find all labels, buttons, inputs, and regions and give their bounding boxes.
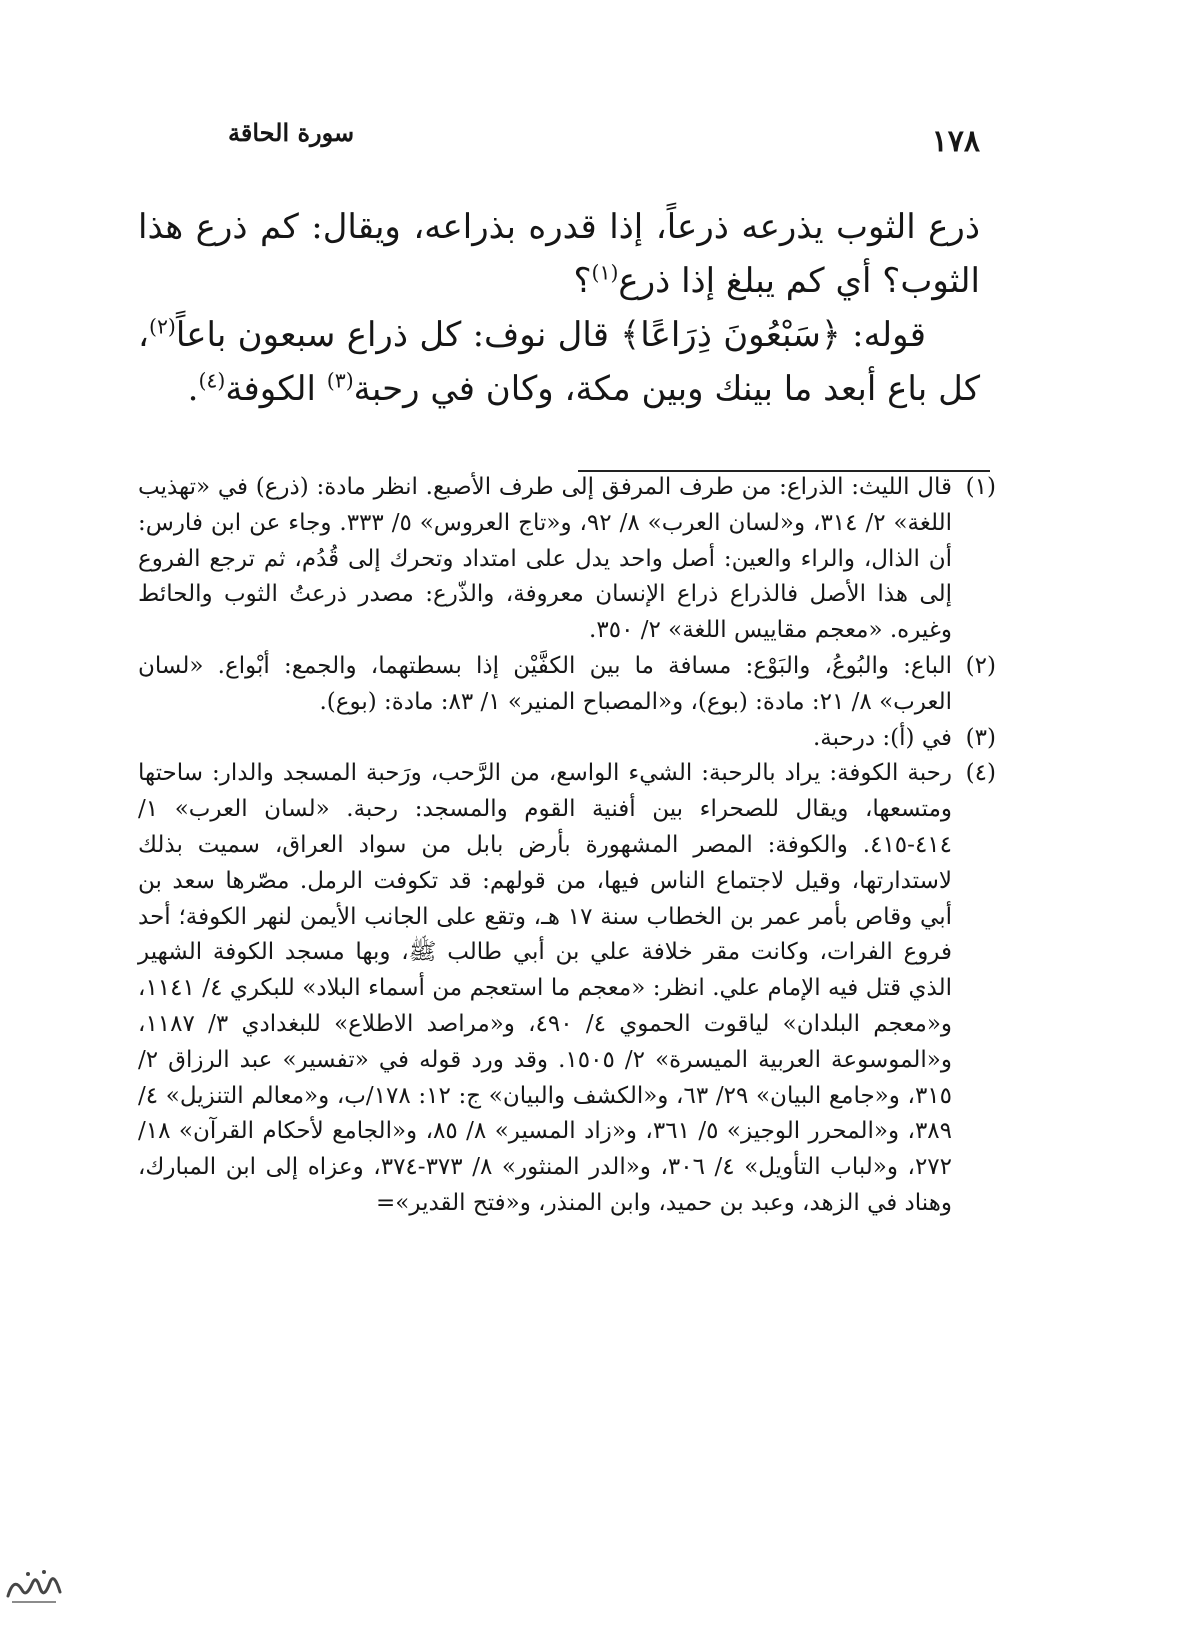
footnote-number: (٣) (965, 724, 996, 751)
main-para2-part-b: ، كل باع أبعد ما بينك وبين مكة، وكان في رحبة (138, 315, 980, 409)
footnote-number: (٢) (965, 652, 996, 679)
footnotes (138, 470, 996, 1222)
footnote-number: (١) (965, 474, 996, 500)
footnote-4 (138, 756, 996, 1221)
main-line-2-end: ؟ (573, 261, 592, 301)
main-paragraph-1 (138, 200, 980, 308)
main-paragraph-2 (138, 308, 980, 416)
main-para2-part-c: الكوفة (225, 369, 327, 409)
footnote-mark-1: (١) (591, 260, 619, 285)
page-header (200, 118, 980, 168)
footnote-mark-4: (٤) (198, 368, 226, 393)
main-para2-part-a: قوله: ﴿سَبْعُونَ ذِرَاعًا﴾ قال نوف: كل ذراع سبعون باعاً (175, 315, 926, 355)
footnote-text: رحبة الكوفة: يراد بالرحبة: الشيء الواسع، من الرَّحب، ورَحبة المسجد والدار: ساحتها ومتسعها، ويقال للصحراء بين أفنية القوم والمسجد: رحبة. «لسان العرب» ١/ ٤١٤-٤١٥. والكوفة: المصر المشهورة بأرض بابل من سواد العراق، سميت بذلك لاستدارتها، وقيل لاجتماع الناس فيها، من قولهم: قد تكوفت الرمل. مصّرها سعد بن أبي وقاص بأمر عمر بن الخطاب سنة ١٧ هـ، وتقع على الجانب الأيمن لنهر الكوفة؛ أحد فروع الفرات، وكانت مقر خلافة علي بن أبي طالب ﷺ، وبها مسجد الكوفة الشهير الذي قتل فيه الإمام علي. انظر: «معجم ما استعجم من أسماء البلاد» للبكري ٤/ ١١٤١، و«معجم البلدان» لياقوت الحموي ٤/ ٤٩٠، و«مراصد الاطلاع» للبغدادي ٣/ ١١٨٧، و«الموسوعة العربية الميسرة» ٢/ ١٥٠٥. وقد ورد قوله في «تفسير» عبد الرزاق ٢/ ٣١٥، و«جامع البيان» ٢٩/ ٦٣، و«الكشف والبيان» ج: ١٢: ١٧٨/ب، و«معالم التنزيل» ٤/ ٣٨٩، و«المحرر الوجيز» ٥/ ٣٦١، و«زاد المسير» ٨/ ٨٥، و«الجامع لأحكام القرآن» ١٨/ ٢٧٢، و«لباب التأويل» ٤/ ٣٠٦، و«الدر المنثور» ٨/ ٣٧٣-٣٧٤، وعزاه إلى ابن المبارك، وهناد في الزهد، وعبد بن حميد، وابن المنذر، و«فتح القدير»= (138, 760, 953, 1216)
main-text (138, 200, 980, 416)
footnote-1 (138, 470, 996, 649)
footnote-text: قال الليث: الذراع: من طرف المرفق إلى طرف الأصبع. انظر مادة: (ذرع) في «تهذيب اللغة» ٢/ ٣١٤، و«لسان العرب» ٨/ ٩٢، و«تاج العروس» ٥/ ٣٣٣. وجاء عن ابن فارس: أن الذال، والراء والعين: أصل واحد يدل على امتداد وتحرك إلى قُدُم، ثم ترجع الفروع إلى هذا الأصل فالذراع ذراع الإنسان معروفة، والذّرع: مصدر ذرعتُ الثوب والحائط وغيره. «معجم مقاييس اللغة» ٢/ ٣٥٠. (138, 474, 952, 644)
footnote-2 (138, 649, 996, 721)
footnote-3 (138, 721, 996, 757)
footnote-number: (٤) (965, 760, 996, 787)
main-line-1: ذرع الثوب يذرعه ذرعاً، إذا قدره بذراعه، ويقال: كم ذرع هذا الثوب؟ أي (138, 207, 980, 301)
main-line-2: كم يبلغ إذا ذرع (618, 261, 825, 301)
footnote-mark-2: (٢) (148, 314, 176, 339)
surah-title: سورة الحاقة (228, 118, 355, 147)
footnote-text: في (أ): درحبة. (812, 724, 952, 751)
page-number: ١٧٨ (931, 124, 980, 159)
footnote-mark-3: (٣) (326, 368, 354, 393)
publisher-logo-icon (4, 1566, 64, 1606)
main-para2-end: . (187, 369, 199, 409)
footnote-text: الباع: والبُوعُ، والبَوْع: مسافة ما بين الكفَّيْن إذا بسطتهما، والجمع: أبْواع. «لسان العرب» ٨/ ٢١: مادة: (بوع)، و«المصباح المنير» ١/ ٨٣: مادة: (بوع). (138, 652, 952, 715)
